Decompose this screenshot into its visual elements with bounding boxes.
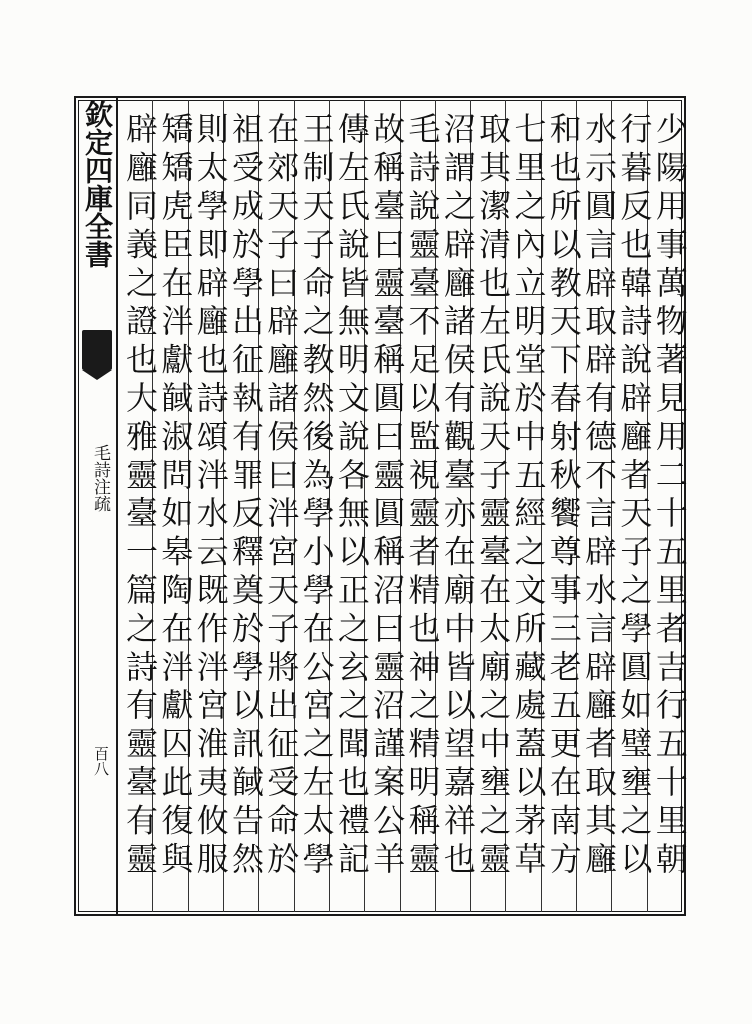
text-columns (118, 100, 689, 912)
column-text: 七里之內立明堂於中五經之文所藏處蓋以茅草 (509, 112, 548, 880)
text-column (118, 100, 159, 912)
folio-number: 百八 (92, 746, 110, 776)
column-text: 行暮反也韓詩說辟廱者天子之學圓如璧壅之以 (615, 112, 654, 880)
column-text: 沼謂之辟廱諸侯有觀臺亦在廟中皆以望嘉祥也 (438, 112, 477, 880)
column-text: 矯矯虎臣在泮獻馘淑問如皋陶在泮獻囚此復與 (156, 112, 195, 880)
column-text: 毛詩說靈臺不足以監視靈者精也神之精明稱靈 (403, 112, 442, 880)
column-text: 王制天子命之教然後為學小學在公宮之左太學 (297, 112, 336, 880)
collection-title: 欽定四庫全書 (81, 100, 114, 268)
book-title: 毛詩注疏 (90, 444, 110, 512)
column-text: 故稱臺曰靈臺稱圓曰靈圓稱沼曰靈沼謹案公羊 (368, 112, 407, 880)
column-text: 則太學即辟廱也詩頌泮水云既作泮宮淮夷攸服 (191, 112, 230, 880)
column-text: 水示圓言辟取辟有德不言辟水言辟廱者取其廱 (580, 112, 619, 880)
column-text: 取其潔清也左氏說天子靈臺在太廟之中壅之靈 (474, 112, 513, 880)
fishtail-mark-icon (82, 330, 112, 370)
column-text: 辟廱同義之證也大雅靈臺一篇之詩有靈臺有靈 (121, 112, 159, 880)
column-text: 少陽用事萬物著見用二十五里者吉行五十里朝 (650, 112, 689, 880)
column-text: 在郊天子曰辟廱諸侯曰泮宮天子將出征受命於 (262, 112, 301, 880)
column-text: 傳左氏說皆無明文說各無以正之玄之聞也禮記 (332, 112, 371, 880)
column-text: 和也所以教天下春射秋饗尊事三老五更在南方 (544, 112, 583, 880)
column-text: 祖受成於學出征執有罪反釋奠於學以訊馘告然 (226, 112, 265, 880)
